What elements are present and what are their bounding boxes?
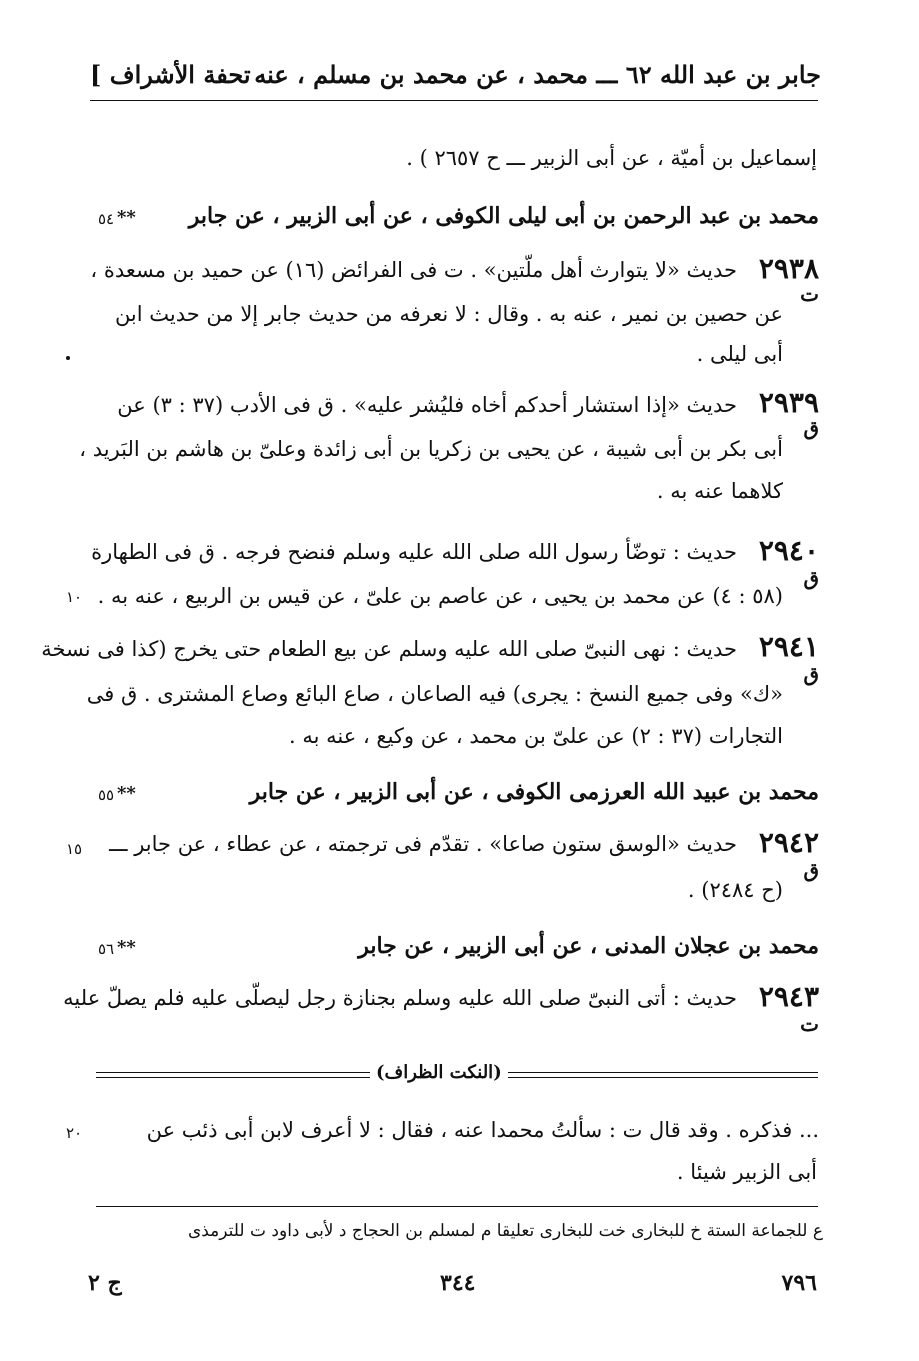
line-count-marker: ٢٠ [66,1124,83,1142]
margin-dot [66,356,70,360]
text-line: كلاهما عنه به . [656,479,783,503]
source-symbol: ق [803,566,819,590]
line-count-marker: ١٠ [66,588,83,606]
note-line: ... فذكره . وقد قال ت : سألتُ محمدا عنه ، فقال : لا أعرف لابن أبى ذئب عن [146,1118,819,1142]
notes-separator-label: (النكت الظراف) [370,1062,508,1083]
stars-marker: ** [117,937,136,958]
section-number: ٥٦ [98,940,115,958]
footer-rule [96,1206,818,1207]
text-line: حديث «إذا استشار أحدكم أخاه فليُشر عليه» . ق فى الأدب (٣٧ : ٣) عن [117,393,737,417]
header-rule [90,100,818,101]
source-symbol: ق [803,662,819,686]
text-line: حديث «الوسق ستون صاعا» . تقدّم فى ترجمته ، عن عطاء ، عن جابر ـــ [109,832,737,856]
text-line: أبى ليلى . [696,342,783,366]
text-line: حديث : نهى النبىّ صلى الله عليه وسلم عن بيع الطعام حتى يخرج (كذا فى نسخة [41,637,737,661]
volume-label: ج ٢ [88,1270,122,1296]
abbreviation-key: ع للجماعة الستة خ للبخارى خت للبخارى تعليقا م لمسلم بن الحجاج د لأبى داود ت للترمذى [187,1221,823,1241]
hadith-number: ٢٩٤٠ [758,534,819,567]
text-line: (٥٨ : ٤) عن محمد بن يحيى ، عن عاصم بن علىّ ، عن قيس بن الربيع ، عنه به . [97,584,783,608]
hadith-number: ٢٩٣٨ [758,252,819,285]
stars-marker: ** [117,207,136,228]
text-line: حديث : توضّأ رسول الله صلى الله عليه وسلم فنضح فرجه . ق فى الطهارة [91,540,737,564]
text-line: حديث «لا يتوارث أهل ملّتين» . ت فى الفرائض (١٦) عن حميد بن مسعدة ، [90,258,737,282]
text-line: إسماعيل بن أميّة ، عن أبى الزبير ـــ ح ٢٦٥٧ ) . [406,146,817,170]
text-line: التجارات (٣٧ : ٢) عن علىّ بن محمد ، عن وكيع ، عنه به . [289,724,783,748]
hadith-number: ٢٩٤٣ [758,980,819,1013]
source-symbol: ق [803,858,819,882]
note-line: أبى الزبير شيئا . [676,1160,817,1184]
source-symbol: ق [803,416,819,440]
hadith-number: ٢٩٤١ [758,630,819,663]
text-line: أبى بكر بن أبى شيبة ، عن يحيى بن زكريا بن أبى زائدة وعلىّ بن هاشم بن البَريد ، [79,437,783,461]
running-header-title: جابر بن عبد الله ٦٢ ـــ محمد ، عن محمد بن مسلم ، عنه [254,60,821,89]
running-header-book: [ تحفة الأشراف [90,60,251,89]
section-heading: محمد بن عبيد الله العرزمى الكوفى ، عن أبى الزبير ، عن جابر [249,779,819,805]
section-number: ٥٥ [98,786,115,804]
source-symbol: ت [800,1012,819,1036]
text-line: «ك» وفى جميع النسخ : يجرى) فيه الصاعان ، صاع البائع وصاع المشترى . ق فى [86,682,783,706]
source-symbol: ت [800,282,819,306]
text-line: (ح ٢٤٨٤) . [687,878,783,902]
page-number-total: ٧٩٦ [781,1270,817,1296]
text-line: حديث : أتى النبىّ صلى الله عليه وسلم بجنازة رجل ليصلّى عليه فلم يصلّ عليه [63,986,737,1010]
stars-marker: ** [117,783,136,804]
hadith-number: ٢٩٤٢ [758,826,819,859]
line-count-marker: ١٥ [66,840,83,858]
section-number: ٥٤ [98,210,115,228]
text-line: عن حصين بن نمير ، عنه به . وقال : لا نعرفه من حديث جابر إلا من حديث ابن [114,302,783,326]
section-heading: محمد بن عبد الرحمن بن أبى ليلى الكوفى ، عن أبى الزبير ، عن جابر [188,203,819,229]
page-number-volume: ٣٤٤ [440,1270,476,1296]
section-heading: محمد بن عجلان المدنى ، عن أبى الزبير ، عن جابر [358,933,819,959]
hadith-number: ٢٩٣٩ [758,386,819,419]
